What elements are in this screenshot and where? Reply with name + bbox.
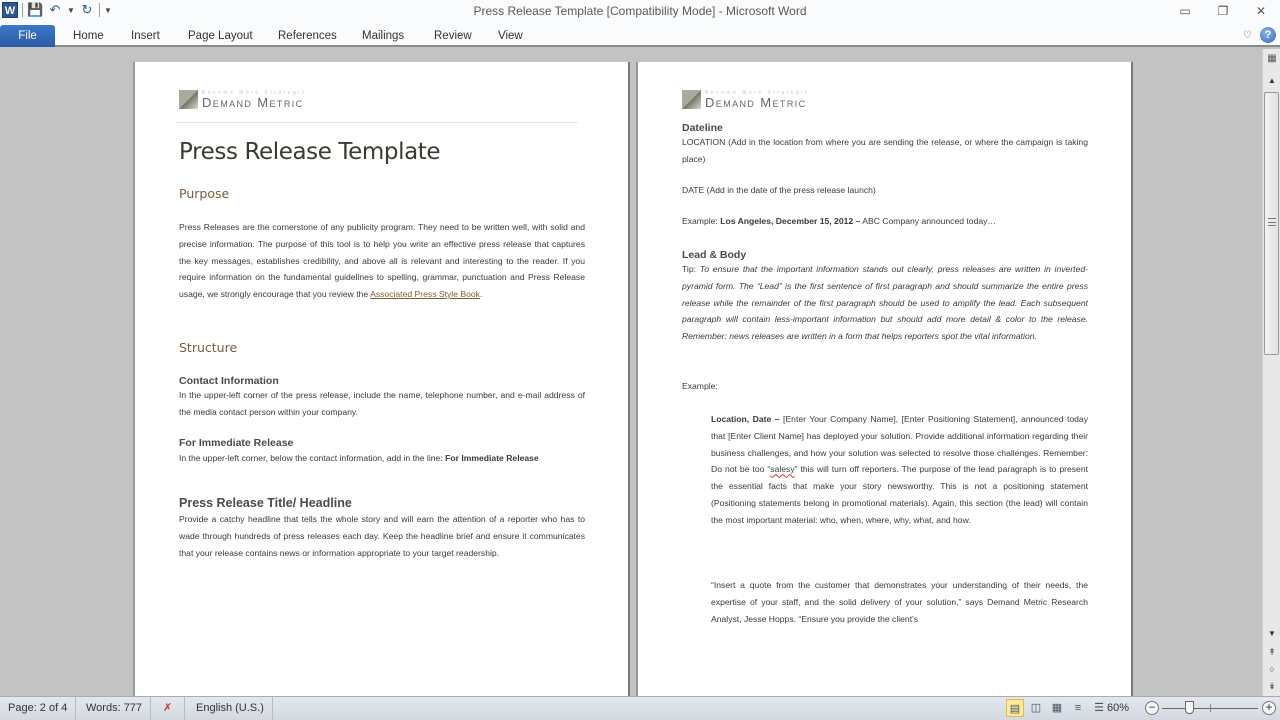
next-page-icon[interactable]: ↡ [1268,681,1276,691]
view-mode-buttons [1006,699,1108,717]
window-controls [1166,0,1280,22]
print-layout-icon[interactable]: ▤ [1006,699,1024,717]
page-left[interactable] [135,62,628,696]
tab-mailings[interactable]: Mailings [362,30,405,42]
scroll-up-arrow-icon[interactable]: ▲ [1268,76,1276,85]
logo-tagline: Become More Strategic [705,90,810,96]
scroll-down-arrow-icon[interactable]: ▼ [1268,629,1276,638]
previous-page-icon[interactable]: ↟ [1268,647,1276,657]
date-paragraph: DATE (Add in the date of the press release launch) [682,185,876,195]
proofing-error-icon[interactable]: ✗ [155,697,185,720]
tab-home[interactable]: Home [73,30,104,42]
zoom-100-tick [1210,704,1211,712]
expand-ribbon-icon[interactable]: ♡ [1243,29,1252,41]
lead-tip-paragraph: Tip: To ensure that the important information stands out clearly, press releases are written in inverted-pyramid form. The “Lead” is the first sentence of first paragraph and should summarize the entire press release while the remainder of the first paragraph should be used to amplify the lead. Each subsequent paragraph will contain less-important information but should add more detail & color to the release. Remember: news releases are written in a form that helps reporters spot the vital information. [682,264,1088,342]
select-browse-object-icon[interactable]: ○ [1269,664,1275,674]
lead-example-paragraph: Location, Date – [Enter Your Company Name], [Enter Positioning Statement], announced today that [Enter Client Name] has deployed your solution. Provide additional information regarding their business challenges, and how your solution was selected to resolve those challenges. Remember: Do not be too “salesy” this will turn off reporters. The purpose of the lead paragraph is to present the essential facts that make your story newsworthy. This is not a positioning statement (Positioning statements belong in promotional materials). Again, this section (the lead) will contain the most important material: who, when, where, why, what, and how. [711,414,1089,525]
structure-heading: Structure [179,340,238,355]
word-count[interactable]: Words: 777 [78,697,151,720]
purpose-paragraph: Press Releases are the cornerstone of any publicity program. They need to be written well, with solid and precise information. The purpose of this tool is to help you write an effective press release that captures the key messages, establishes credibility, and above all is relevant and interesting to the reader. If you require information on the fundamental guidelines to spelling, grammar, punctuation and Press Release usage, we strongly encourage that you review the Associated Press Style Book. [179,222,585,300]
headline-heading: Press Release Title/ Headline [179,496,352,510]
header-rule [176,122,578,123]
tab-review[interactable]: Review [434,30,472,42]
scroll-thumb[interactable] [1264,92,1279,355]
immediate-release-paragraph: In the upper-left corner, below the contact information, add in the line: For Immediate Release [179,453,539,463]
vertical-scrollbar[interactable] [1262,49,1280,696]
ap-style-book-link[interactable]: Associated Press Style Book [370,289,480,300]
web-layout-icon[interactable]: ▦ [1051,702,1063,714]
minimize-button[interactable]: ▭ [1179,4,1191,18]
view-ruler-icon[interactable]: ▦ [1267,53,1277,64]
window-title: Press Release Template [Compatibility Mode] - Microsoft Word [473,4,807,18]
grip-icon [1268,218,1276,226]
help-icon[interactable]: ? [1260,27,1276,43]
page-count[interactable]: Page: 2 of 4 [0,697,76,720]
ribbon-tabs [0,24,1280,47]
zoom-out-icon[interactable]: − [1145,701,1159,715]
title-bar [0,0,1280,24]
zoom-slider-thumb[interactable] [1185,701,1194,714]
ribbon-right-controls [1243,27,1276,43]
logo-name: Demand Metric [705,95,807,110]
tab-file[interactable]: File [0,25,55,47]
save-icon[interactable]: 💾 [27,2,44,17]
close-button[interactable]: ✕ [1255,4,1267,18]
logo-mark-icon [682,90,701,109]
dateline-example: Example: Los Angeles, December 15, 2012 – ABC Company announced today… [682,216,997,226]
example-label: Example: [682,381,718,391]
tab-view[interactable]: View [498,30,523,42]
document-workspace[interactable] [0,49,1262,696]
location-paragraph: LOCATION (Add in the location from where you are sending the release, or where the campaign is taking place) [682,137,1088,164]
tab-insert[interactable]: Insert [131,30,160,42]
demand-metric-logo [682,90,810,109]
purpose-heading: Purpose [179,186,230,201]
redo-icon[interactable]: ↻ [81,2,93,17]
tab-references[interactable]: References [278,30,337,42]
document-title: Press Release Template [179,139,441,165]
undo-dropdown-icon[interactable]: ▼ [67,5,75,15]
spelling-error-word[interactable]: salesy [770,464,795,475]
word-app-icon[interactable]: W [2,2,18,18]
headline-paragraph: Provide a catchy headline that tells the whole story and will earn the attention of a reporter who has to wade through hundreds of press releases each day. Keep the headline brief and ensure it communicates that your release contains news or information appropriate to your target readership. [179,514,585,558]
immediate-release-heading: For Immediate Release [179,437,294,449]
draft-icon[interactable]: ☰ [1094,702,1104,714]
status-bar [0,696,1280,720]
undo-icon[interactable]: ↶ [49,2,61,17]
full-screen-reading-icon[interactable]: ◫ [1030,702,1042,714]
quote-paragraph: “Insert a quote from the customer that demonstrates your understanding of their needs, the expertise of your staff, and the solid delivery of your solution,” says Demand Metric Research Analyst, Jesse Hopps. “Ensure you provide the client's [711,580,1088,624]
page-right[interactable] [638,62,1131,696]
dateline-heading: Dateline [682,122,723,134]
language-indicator[interactable]: English (U.S.) [188,697,273,720]
demand-metric-logo [179,90,307,109]
outline-icon[interactable]: ≡ [1074,702,1082,714]
restore-button[interactable]: ❐ [1217,4,1229,18]
customize-qat-icon[interactable]: ▼ [104,5,112,15]
zoom-level[interactable]: 60% [1107,702,1130,714]
lead-body-heading: Lead & Body [682,249,747,261]
zoom-in-icon[interactable]: + [1262,701,1276,715]
logo-tagline: Become More Strategic [202,90,307,96]
contact-info-paragraph: In the upper-left corner of the press release, include the name, telephone number, and e-mail address of the media contact person within your company. [179,390,585,417]
logo-mark-icon [179,90,198,109]
tab-page-layout[interactable]: Page Layout [188,30,253,42]
logo-name: Demand Metric [202,95,304,110]
contact-info-heading: Contact Information [179,375,279,387]
